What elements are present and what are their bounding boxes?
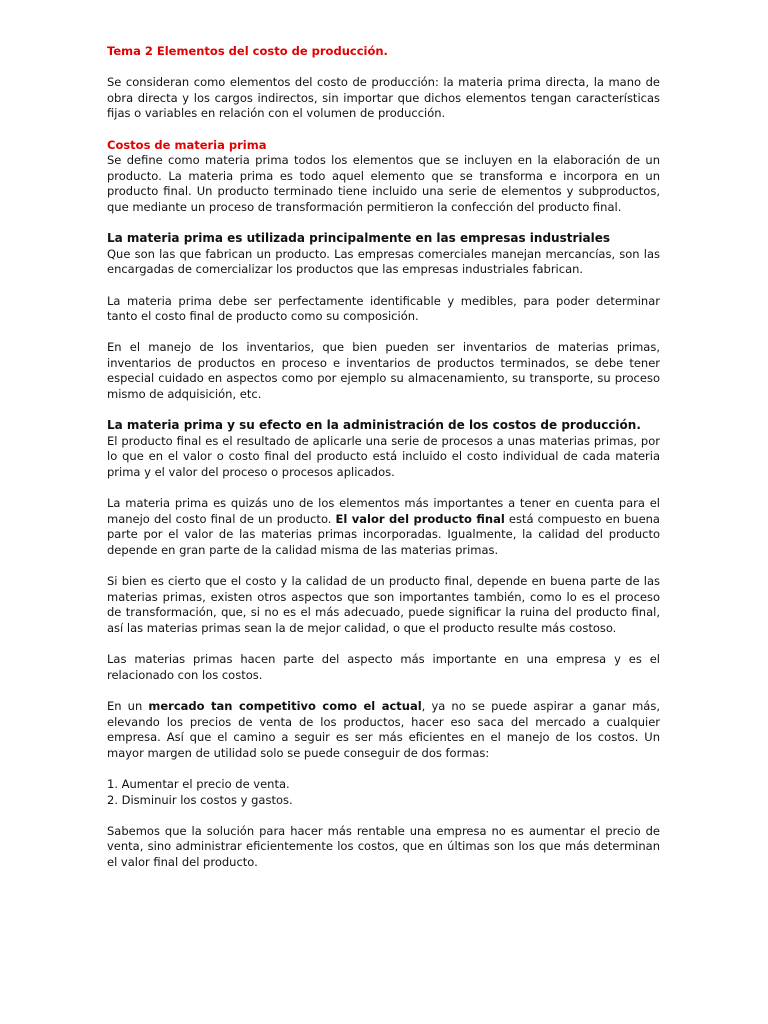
numbered-list <box>107 777 660 808</box>
list-item: 1. Aumentar el precio de venta. <box>107 776 290 791</box>
text-run: está compuesto en buena parte por el valor de las materias primas incorporadas. Igualmente, la calidad del producto depende en gran parte de la calidad misma de las materias primas. <box>107 511 660 557</box>
paragraph: Que son las que fabrican un producto. Las empresas comerciales manejan mercancías, son las encargadas de comercializar los productos que las empresas industriales fabrican. <box>107 246 660 277</box>
bold-phrase: mercado tan competitivo como el actual <box>148 698 422 713</box>
paragraph: La materia prima debe ser perfectamente identificable y medibles, para poder determinar tanto el costo final de producto como su composición. <box>107 293 660 324</box>
document-page <box>107 44 660 870</box>
paragraph: Sabemos que la solución para hacer más rentable una empresa no es aumentar el precio de venta, sino administrar eficientemente los costos, que en últimas son los que más determinan el valor final del producto. <box>107 823 660 869</box>
paragraph: El producto final es el resultado de aplicarle una serie de procesos a unas materias primas, por lo que en el valor o costo final del producto está incluido el costo individual de cada materia prima y el valor del proceso o procesos aplicados. <box>107 433 660 480</box>
paragraph: Se define como materia prima todos los elementos que se incluyen en la elaboración de un producto. La materia prima es todo aquel elemento que se transforma e incorpora en un producto final. Un producto terminado tiene incluido una serie de elementos y subproductos, que mediante un proceso de transformación permitieron la confección del producto final. <box>107 153 660 214</box>
paragraph: Las materias primas hacen parte del aspecto más importante en una empresa y es el relacionado con los costos. <box>107 652 660 682</box>
section-heading-administracion-costos: La materia prima y su efecto en la administración de los costos de producción. <box>107 418 641 433</box>
text-run: En un <box>107 698 149 713</box>
intro-paragraph: Se consideran como elementos del costo de producción: la materia prima directa, la mano de obra directa y los cargos indirectos, sin importar que dichos elementos tengan características fijas o variables en relación con el volumen de producción. <box>107 75 660 121</box>
paragraph: Si bien es cierto que el costo y la calidad de un producto final, depende en buena parte de las materias primas, existen otros aspectos que son importantes también, como lo es el proceso de transformación, que, si no es el más adecuado, puede significar la ruina del producto final, así las materias primas sean la de mejor calidad, o que el producto resulte más costoso. <box>107 574 660 635</box>
paragraph <box>107 699 660 761</box>
document-title: Tema 2 Elementos del costo de producción. <box>107 44 388 58</box>
paragraph <box>107 496 660 558</box>
list-item: 2. Disminuir los costos y gastos. <box>107 792 293 807</box>
section-heading-empresas-industriales: La materia prima es utilizada principalmente en las empresas industriales <box>107 231 610 246</box>
bold-phrase: El valor del producto final <box>335 511 505 526</box>
text-run: La materia prima es quizás uno de los elementos más importantes a tener en cuenta para el manejo del costo final de un producto. <box>107 496 660 526</box>
text-run: , ya no se puede aspirar a ganar más, elevando los precios de venta de los productos, hacer eso saca del mercado a cualquier empresa. Así que el camino a seguir es ser más eficientes en el manejo de los costos. Un mayor margen de utilidad solo se puede conseguir de dos formas: <box>107 698 660 760</box>
section-heading-materia-prima: Costos de materia prima <box>107 137 267 152</box>
paragraph: En el manejo de los inventarios, que bien pueden ser inventarios de materias primas, inventarios de productos en proceso e inventarios de productos terminados, se debe tener especial cuidado en aspectos como por ejemplo su almacenamiento, su transporte, su proceso mismo de adquisición, etc. <box>107 340 660 402</box>
